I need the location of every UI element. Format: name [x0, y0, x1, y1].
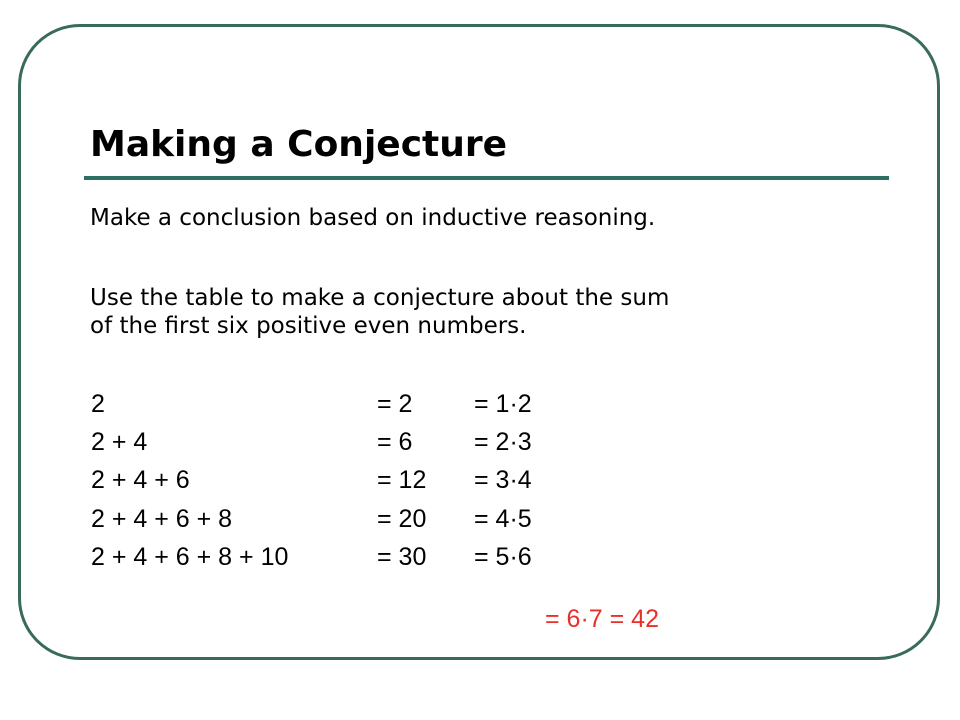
- row-2-sum: = 6: [377, 428, 413, 456]
- row-4-expression: 2 + 4 + 6 + 8: [91, 505, 233, 533]
- row-4-product: = 4·5: [474, 505, 532, 533]
- row-3-product: = 3·4: [474, 466, 532, 494]
- intro-text: Make a conclusion based on inductive reasoning.: [90, 205, 656, 231]
- instruction-text: [90, 284, 669, 340]
- row-5-sum: = 30: [377, 543, 427, 571]
- slide-title: Making a Conjecture: [90, 124, 508, 165]
- row-1-expression: 2: [91, 390, 105, 418]
- row-4-sum: = 20: [377, 505, 427, 533]
- row-5-expression: 2 + 4 + 6 + 8 + 10: [91, 543, 289, 571]
- row-5-product: = 5·6: [474, 543, 532, 571]
- title-underline: [84, 176, 889, 180]
- conclusion-text: = 6·7 = 42: [545, 605, 659, 633]
- row-3-expression: 2 + 4 + 6: [91, 466, 190, 494]
- instruction-line-1: Use the table to make a conjecture about the sum: [90, 285, 670, 311]
- instruction-line-2: of the first six positive even numbers.: [90, 313, 527, 339]
- row-1-sum: = 2: [377, 390, 413, 418]
- row-2-product: = 2·3: [474, 428, 532, 456]
- row-3-sum: = 12: [377, 466, 427, 494]
- row-1-product: = 1·2: [474, 390, 532, 418]
- row-2-expression: 2 + 4: [91, 428, 148, 456]
